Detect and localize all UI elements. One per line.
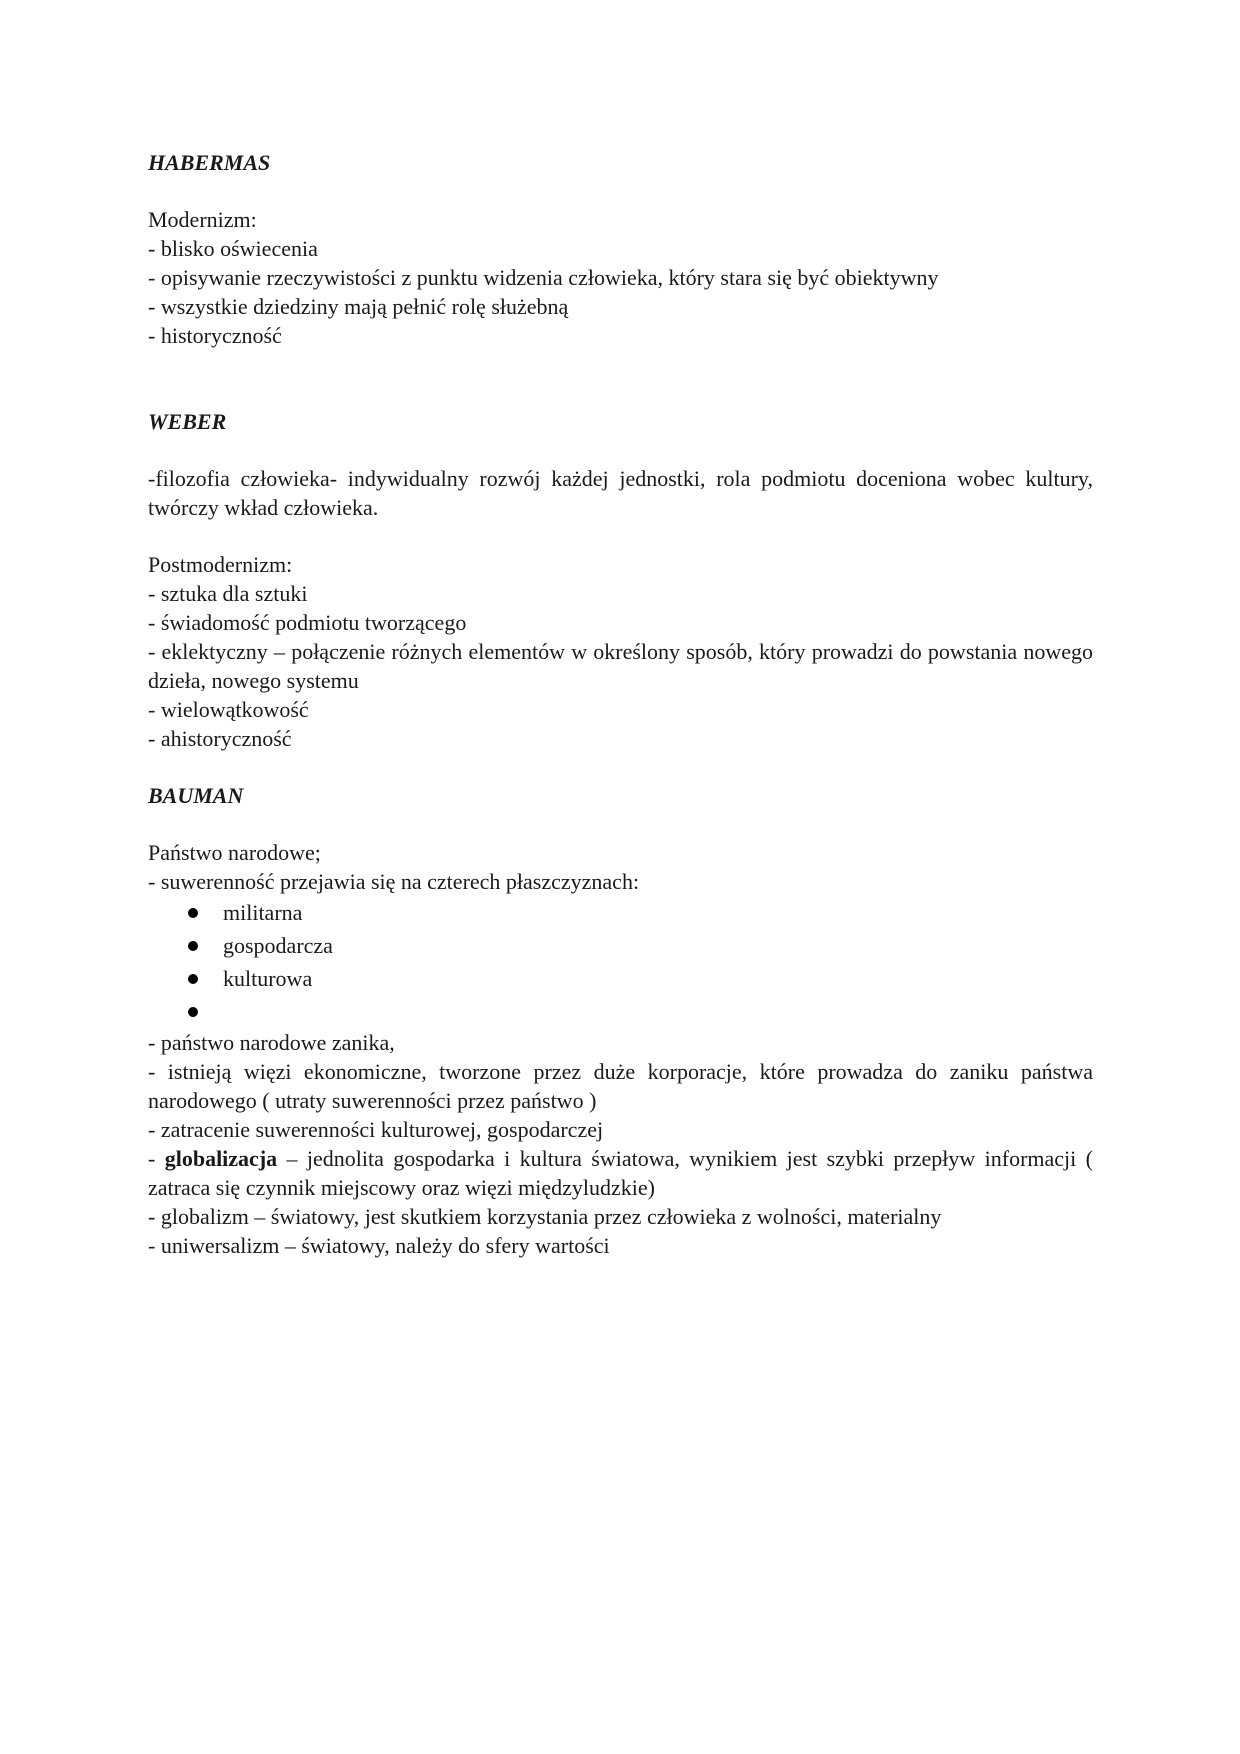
list-item: - historyczność: [148, 323, 282, 348]
postmodernizm-label: Postmodernizm:: [148, 552, 293, 577]
list-item: - globalizm – światowy, jest skutkiem korzystania przez człowieka z wolności, materialny: [148, 1204, 942, 1229]
heading-bauman: BAUMAN: [148, 783, 244, 808]
list-item: - opisywanie rzeczywistości z punktu widzenia człowieka, który stara się być obiektywny: [148, 265, 939, 290]
globalizacja-term: globalizacja: [164, 1146, 278, 1171]
document-page: [148, 148, 1093, 1260]
list-item: - sztuka dla sztuki: [148, 581, 308, 606]
list-item: - zatracenie suwerenności kulturowej, gospodarczej: [148, 1117, 604, 1142]
bullet-icon: [188, 974, 198, 984]
list-item: - uniwersalizm – światowy, należy do sfery wartości: [148, 1233, 610, 1258]
list-item: - eklektyczny – połączenie różnych elementów w określony sposób, który prowadzi do powstania nowego dzieła, nowego systemu: [148, 639, 1093, 693]
bullet-text: militarna: [223, 900, 303, 925]
list-item: - blisko oświecenia: [148, 236, 318, 261]
list-item: - ahistoryczność: [148, 726, 292, 751]
heading-habermas: HABERMAS: [148, 150, 271, 175]
bullet-icon: [188, 941, 198, 951]
globalizacja-prefix: -: [148, 1146, 165, 1171]
bullet-item: [148, 929, 1093, 962]
modernizm-label: Modernizm:: [148, 207, 257, 232]
list-item: - państwo narodowe zanika,: [148, 1030, 395, 1055]
bullet-icon: [188, 1007, 198, 1017]
globalizacja-definition: – jednolita gospodarka i kultura światowa, wynikiem jest szybki przepływ informacji ( zatraca się czynnik miejscowy oraz więzi międzyludzkie): [148, 1146, 1093, 1200]
heading-weber: WEBER: [148, 409, 227, 434]
bullet-item: [148, 962, 1093, 995]
bullet-icon: [188, 908, 198, 918]
bullet-item: [148, 896, 1093, 929]
list-item: - świadomość podmiotu tworzącego: [148, 610, 467, 635]
bullet-item: [148, 995, 1093, 1028]
list-item: - wszystkie dziedziny mają pełnić rolę służebną: [148, 294, 569, 319]
globalizacja-item: [148, 1144, 1093, 1202]
list-item: - wielowątkowość: [148, 697, 309, 722]
weber-paragraph: -filozofia człowieka- indywidualny rozwój każdej jednostki, rola podmiotu doceniona wobec kultury, twórczy wkład człowieka.: [148, 466, 1093, 520]
panstwo-label: Państwo narodowe;: [148, 840, 321, 865]
list-item: - suwerenność przejawia się na czterech płaszczyznach:: [148, 869, 640, 894]
list-item: - istnieją więzi ekonomiczne, tworzone przez duże korporacje, które prowadza do zaniku państwa narodowego ( utraty suwerenności przez państwo ): [148, 1059, 1093, 1113]
bullet-text: kulturowa: [223, 966, 313, 991]
bullet-list: [148, 896, 1093, 1028]
bullet-text: gospodarcza: [223, 933, 333, 958]
